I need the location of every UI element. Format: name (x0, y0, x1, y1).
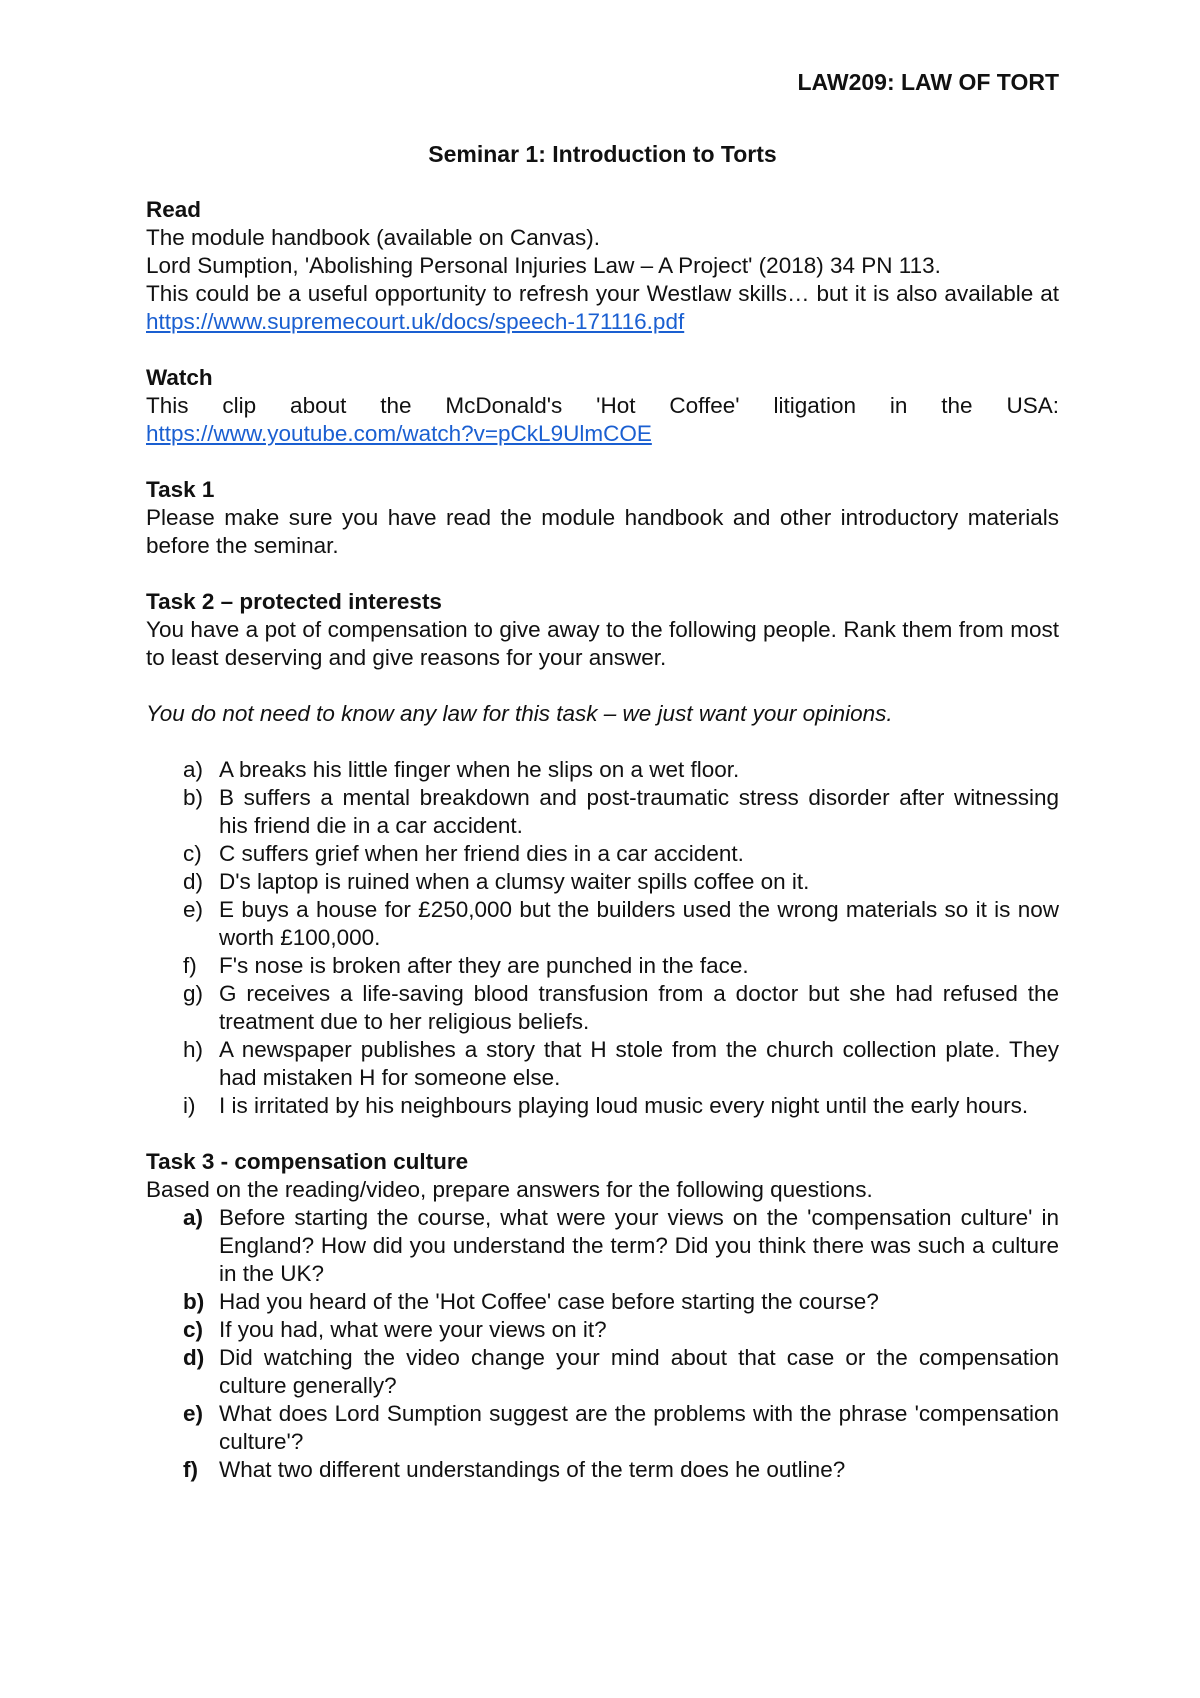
list-item (146, 980, 1059, 1036)
list-item-text: Before starting the course, what were your views on the 'compensation culture' in England? How did you understand the term? Did you think there was such a culture in the UK? (219, 1205, 1059, 1286)
task3-body: Based on the reading/video, prepare answers for the following questions. (146, 1177, 873, 1202)
task2-heading: Task 2 – protected interests (146, 589, 442, 614)
list-marker: e) (183, 897, 204, 922)
list-item-text: B suffers a mental breakdown and post-traumatic stress disorder after witnessing his friend die in a car accident. (219, 785, 1059, 838)
list-item-text: What two different understandings of the term does he outline? (219, 1457, 846, 1482)
supremecourt-link[interactable]: https://www.supremecourt.uk/docs/speech-171116.pdf (146, 309, 685, 334)
list-item (146, 952, 1059, 980)
read-section (146, 196, 1059, 336)
task3-list (146, 1204, 1059, 1484)
list-item-text: E buys a house for £250,000 but the builders used the wrong materials so it is now worth £100,000. (219, 897, 1059, 950)
list-item-text: I is irritated by his neighbours playing loud music every night until the early hours. (219, 1093, 1029, 1118)
watch-heading: Watch (146, 365, 213, 390)
list-marker: b) (183, 785, 204, 810)
watch-link-line (146, 420, 1059, 448)
list-marker: c) (183, 1317, 204, 1342)
task3-section (146, 1148, 1059, 1484)
list-item (146, 1400, 1059, 1456)
task2-note: You do not need to know any law for this task – we just want your opinions. (146, 701, 893, 726)
task1-heading: Task 1 (146, 477, 215, 502)
list-marker: a) (183, 757, 204, 782)
list-item-text: What does Lord Sumption suggest are the problems with the phrase 'compensation culture'? (219, 1401, 1059, 1454)
seminar-title: Seminar 1: Introduction to Torts (428, 141, 777, 167)
read-heading: Read (146, 197, 202, 222)
read-line-handbook: The module handbook (available on Canvas). (146, 225, 601, 250)
list-item-text: Did watching the video change your mind about that case or the compensation culture generally? (219, 1345, 1059, 1398)
list-item (146, 896, 1059, 952)
list-marker: f) (183, 1457, 198, 1482)
list-item-text: G receives a life-saving blood transfusion from a doctor but she had refused the treatment due to her religious beliefs. (219, 981, 1059, 1034)
task1-section (146, 476, 1059, 560)
watch-line: This clip about the McDonald's 'Hot Coffee' litigation in the USA: (146, 393, 1059, 418)
task2-section (146, 588, 1059, 1120)
task2-body: You have a pot of compensation to give away to the following people. Rank them from most to least deserving and give reasons for your answer. (146, 617, 1059, 670)
read-line-westlaw (146, 280, 1059, 336)
list-item (146, 784, 1059, 840)
list-item (146, 1316, 1059, 1344)
list-item (146, 1344, 1059, 1400)
list-marker: d) (183, 869, 204, 894)
list-item (146, 756, 1059, 784)
list-item (146, 1204, 1059, 1288)
task1-body: Please make sure you have read the module handbook and other introductory materials before the seminar. (146, 505, 1059, 558)
list-item (146, 1456, 1059, 1484)
list-item (146, 840, 1059, 868)
list-item (146, 1036, 1059, 1092)
youtube-link[interactable]: https://www.youtube.com/watch?v=pCkL9UlmCOE (146, 421, 652, 446)
task2-list (146, 756, 1059, 1120)
list-marker: h) (183, 1037, 204, 1062)
list-marker: a) (183, 1205, 204, 1230)
document-page (146, 68, 1059, 1512)
list-item-text: A newspaper publishes a story that H stole from the church collection plate. They had mistaken H for someone else. (219, 1037, 1059, 1090)
list-item (146, 868, 1059, 896)
list-marker: e) (183, 1401, 204, 1426)
list-marker: i) (183, 1093, 196, 1118)
read-line-sumption: Lord Sumption, 'Abolishing Personal Injuries Law – A Project' (2018) 34 PN 113. (146, 253, 941, 278)
list-item-text: F's nose is broken after they are punched in the face. (219, 953, 749, 978)
list-item-text: If you had, what were your views on it? (219, 1317, 607, 1342)
list-marker: c) (183, 841, 202, 866)
task3-heading: Task 3 - compensation culture (146, 1149, 469, 1174)
list-item-text: Had you heard of the 'Hot Coffee' case before starting the course? (219, 1289, 879, 1314)
list-item (146, 1092, 1059, 1120)
read-westlaw-text: This could be a useful opportunity to refresh your Westlaw skills… but it is also available at (146, 281, 1059, 306)
list-item-text: C suffers grief when her friend dies in a car accident. (219, 841, 744, 866)
list-marker: f) (183, 953, 197, 978)
watch-section (146, 364, 1059, 448)
list-item-text: D's laptop is ruined when a clumsy waiter spills coffee on it. (219, 869, 810, 894)
course-header: LAW209: LAW OF TORT (797, 69, 1059, 95)
list-item (146, 1288, 1059, 1316)
list-marker: g) (183, 981, 204, 1006)
list-marker: b) (183, 1289, 205, 1314)
list-item-text: A breaks his little finger when he slips on a wet floor. (219, 757, 740, 782)
list-marker: d) (183, 1345, 205, 1370)
